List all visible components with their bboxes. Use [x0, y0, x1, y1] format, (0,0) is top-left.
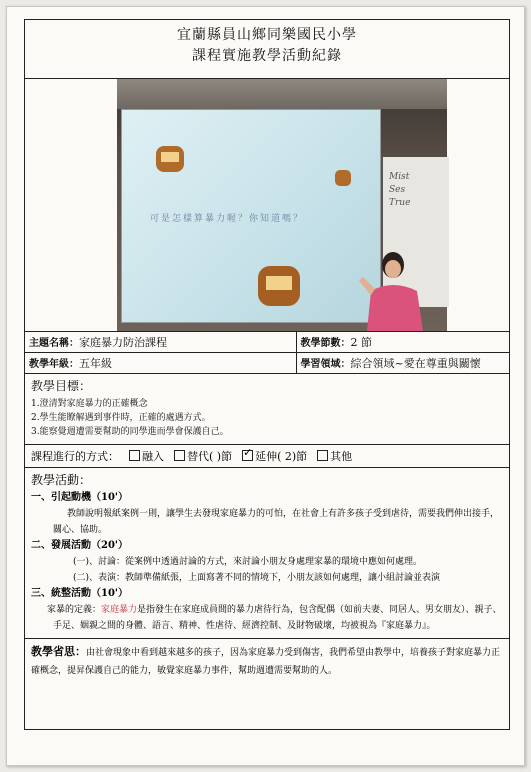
activity-step-title: 二、發展活動（20'）	[31, 540, 128, 551]
course-mode-row	[25, 444, 509, 467]
activity-step-body: (一)、討論：從案例中透過討論的方式，來討論小朋友身處理家暴的環境中應如何處理。	[73, 557, 423, 567]
objectives-heading: 教學目標：	[31, 379, 92, 393]
slide-caption: 可是怎樣算暴力喔？你知道嗎？	[150, 214, 305, 224]
checkbox-icon[interactable]	[317, 450, 328, 461]
info-table	[25, 331, 509, 373]
objectives-section	[25, 373, 509, 444]
whiteboard-text: Mist Ses True	[389, 172, 411, 208]
periods-label: 教學節數：	[300, 338, 351, 349]
mode-option-other[interactable]: 其他	[317, 448, 352, 464]
activity-step-title: 一、引起動機（10'）	[31, 492, 128, 503]
mode-option-replace[interactable]: 替代( )節	[174, 448, 232, 464]
cartoon-icon	[152, 140, 188, 174]
projection-screen	[121, 109, 381, 323]
objective-item: 1.澄清對家庭暴力的正確概念	[31, 399, 148, 409]
activities-section	[25, 467, 509, 638]
form-header	[25, 20, 509, 78]
course-mode-label: 課程進行的方式：	[31, 450, 119, 463]
checkbox-icon[interactable]	[129, 450, 140, 461]
reflection-section	[25, 638, 509, 729]
teacher-figure	[355, 245, 429, 331]
grade-label: 教學年級：	[29, 359, 79, 370]
activity-step-body: 家暴的定義：家庭暴力是指發生在家庭成員間的暴力虐待行為，包含配偶（如前夫妻、同居人、男女朋友）、親子、手足、姻親之間的身體、語言、精神、性虐待、經濟控制、及財物破壞，均被視為『家庭暴力』。	[47, 605, 502, 631]
domain-label: 學習領域：	[300, 359, 351, 370]
domain-value: 綜合領域~愛在尊重與關懷	[350, 357, 481, 370]
activities-heading: 教學活動：	[31, 473, 92, 487]
grade-value: 五年級	[79, 357, 112, 370]
cartoon-icon	[254, 260, 304, 310]
emphasis-term: 家庭暴力	[101, 605, 138, 615]
topic-value: 家庭暴力防治課程	[79, 336, 167, 349]
reflection-label: 教學省思：	[31, 645, 86, 658]
activity-step-title: 三、統整活動（10'）	[31, 588, 128, 599]
mode-option-extend[interactable]: ✓ 延伸( 2)節	[242, 448, 307, 464]
checkbox-icon[interactable]	[174, 450, 185, 461]
cartoon-icon	[332, 166, 354, 188]
reflection-body: 由社會現象中看到越來越多的孩子，因為家庭暴力受到傷害，我們希望由教學中，培養孩子對家庭暴力正確概念，提昇保護自己的能力，敏覺家庭暴力事件，幫助週遭需要幫助的人。	[31, 648, 501, 676]
record-form	[24, 19, 510, 730]
record-title: 課程實施教學活動紀錄	[192, 48, 342, 64]
scanned-page	[6, 6, 525, 766]
topic-label: 主題名稱：	[29, 338, 79, 349]
activity-step-body: (二)、表演：教師準備紙張，上面寫著不同的情境下，小朋友該如何處理，讓小組討論並表演	[73, 573, 441, 583]
school-name: 宜蘭縣員山鄉同樂國民小學	[177, 27, 357, 43]
checkbox-checked-icon[interactable]	[242, 450, 253, 461]
classroom-photo	[25, 78, 509, 331]
activity-step-body: 教師說明報紙案例一則，讓學生去發現家庭暴力的可怕，在社會上有許多孩子受到虐待，需要我們伸出接手，關心、協助。	[53, 509, 500, 535]
mode-option-integrate[interactable]: 融入	[129, 448, 164, 464]
periods-value: 2 節	[350, 336, 373, 349]
objective-item: 3.能察覺週遭需要幫助的同學進而學會保護自己。	[31, 427, 229, 437]
objective-item: 2.學生能瞭解遇到事件時，正確的處遇方式。	[31, 413, 211, 423]
